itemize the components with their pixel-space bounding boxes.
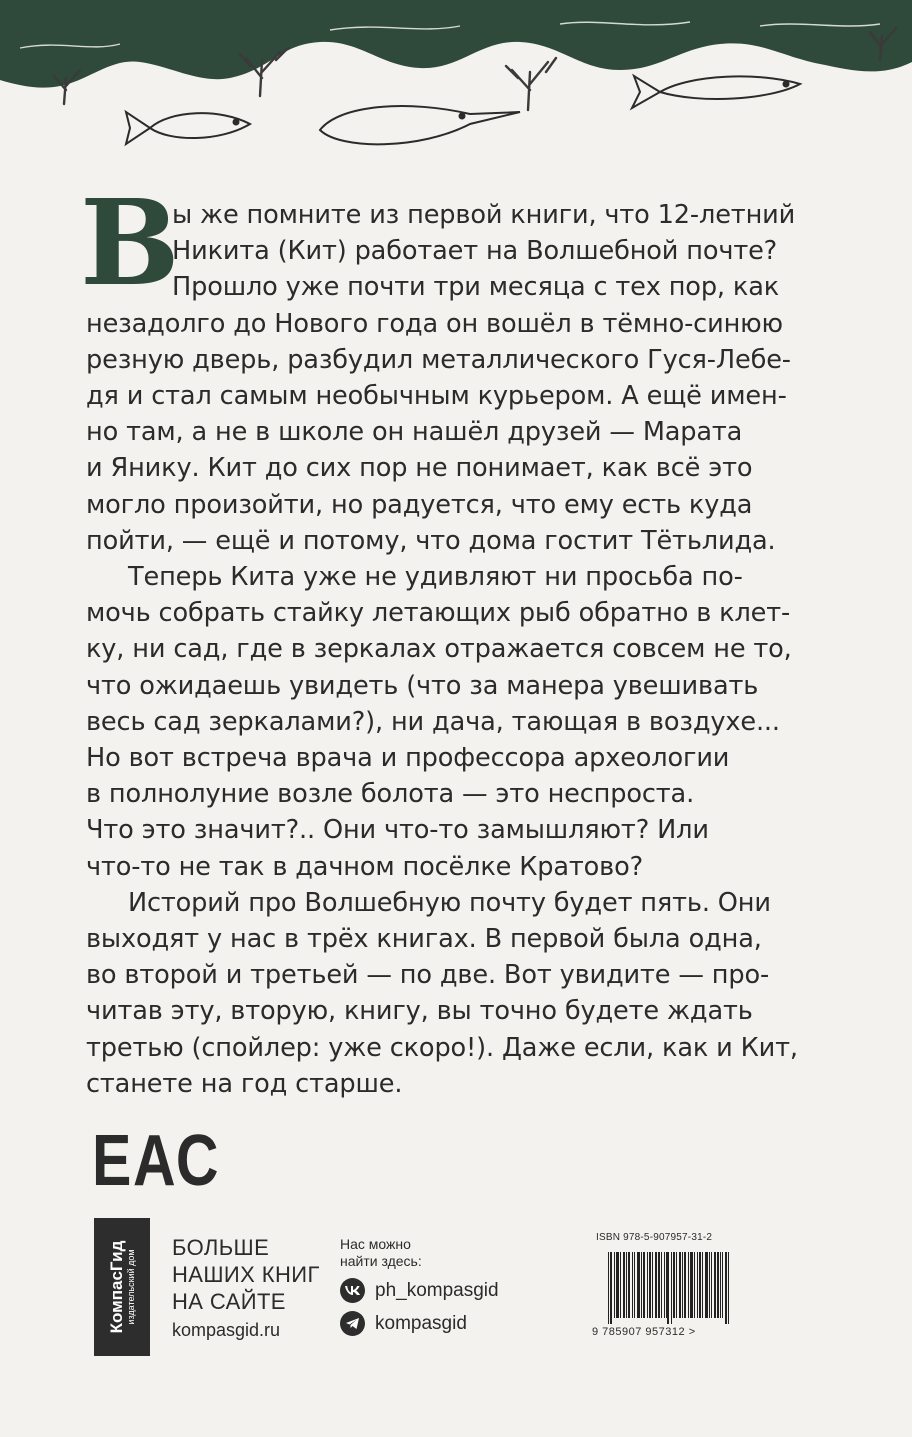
- blurb-line: станете на год старше.: [86, 1068, 403, 1099]
- barcode-bar: [726, 1252, 727, 1324]
- barcode-bar: [714, 1252, 715, 1318]
- barcode-bar: [707, 1252, 708, 1318]
- website-link[interactable]: kompasgid.ru: [172, 1320, 281, 1340]
- blurb-line: Историй про Волшебную почту будет пять. Они: [128, 887, 771, 918]
- barcode-digits: 9 785907 957312 >: [592, 1326, 696, 1338]
- blurb-line: дя и стал самым необычным курьером. А ещё имен-: [86, 381, 787, 412]
- barcode-bar: [638, 1252, 639, 1318]
- blurb-line: и Янику. Кит до сих пор не понимает, как всё это: [86, 453, 753, 484]
- barcode-bar: [641, 1252, 642, 1318]
- blurb-line: могло произойти, но радуется, что ему есть куда: [86, 489, 753, 520]
- barcode-bar: [691, 1252, 692, 1318]
- social-note: найти здесь:: [340, 1253, 422, 1269]
- barcode-bar: [632, 1252, 633, 1318]
- barcode-bar: [639, 1252, 640, 1318]
- blurb-line: но там, а не в школе он нашёл друзей — Марата: [86, 417, 743, 448]
- barcode-bar: [628, 1252, 629, 1318]
- telegram-icon: [340, 1311, 365, 1336]
- barcode-bar: [643, 1252, 644, 1318]
- barcode-bar: [697, 1252, 698, 1318]
- barcode-bar: [673, 1252, 674, 1318]
- barcode-bar: [720, 1252, 721, 1318]
- barcode-bar: [722, 1252, 723, 1318]
- barcode-bar: [715, 1252, 716, 1318]
- barcode-bar: [617, 1252, 618, 1318]
- blurb-line: мочь собрать стайку летающих рыб обратно в клет-: [86, 598, 791, 629]
- publisher-name: КомпасГид: [107, 1240, 126, 1334]
- barcode-bar: [668, 1252, 669, 1324]
- barcode-bar: [620, 1252, 621, 1318]
- blurb-text: [80, 173, 826, 1102]
- vk-handle: ph_kompasgid: [375, 1279, 499, 1301]
- barcode-bar: [699, 1252, 700, 1318]
- barcode-bar: [629, 1252, 630, 1318]
- barcode-bar: [692, 1252, 693, 1318]
- barcode-bar: [626, 1252, 627, 1318]
- barcode-bar: [685, 1252, 686, 1318]
- header-illustration: [0, 0, 912, 170]
- barcode-bar: [650, 1252, 651, 1318]
- blurb-paragraph-2: [86, 559, 826, 885]
- barcode-bar: [667, 1252, 668, 1324]
- barcode-bar: [634, 1252, 635, 1318]
- barcode-bar: [623, 1252, 624, 1318]
- blurb-line: в полнолуние возле болота — это неспроста.: [86, 779, 695, 810]
- barcode-bar: [659, 1252, 660, 1318]
- promo-block: [172, 1234, 320, 1342]
- barcode-bar: [610, 1252, 611, 1324]
- barcode-bar: [661, 1252, 662, 1318]
- blurb-line: Никита (Кит) работает на Волшебной почте?: [172, 236, 778, 267]
- barcode-bar: [624, 1252, 625, 1318]
- barcode-bar: [616, 1252, 617, 1318]
- barcode-bar: [671, 1252, 672, 1324]
- publisher-subtitle: издательский дом: [126, 1249, 136, 1325]
- barcode-bar: [718, 1252, 719, 1318]
- barcode-bar: [717, 1252, 718, 1318]
- barcode-bar: [608, 1252, 609, 1324]
- barcode-bar: [690, 1252, 691, 1318]
- promo-line: НАШИХ КНИГ: [172, 1262, 320, 1287]
- blurb-line: что-то не так в дачном посёлке Кратово?: [86, 851, 644, 882]
- social-block: [340, 1236, 499, 1336]
- barcode-bar: [705, 1252, 706, 1318]
- blurb-line: Что это значит?.. Они что-то замышляют? Или: [86, 815, 709, 846]
- barcode-bar: [618, 1252, 619, 1318]
- barcode-bar: [680, 1252, 681, 1318]
- barcode: [608, 1252, 734, 1324]
- vk-link[interactable]: [340, 1278, 499, 1303]
- eac-mark: ЕАС: [92, 1121, 221, 1201]
- barcode-bar: [649, 1252, 650, 1318]
- barcode-bar: [637, 1252, 638, 1318]
- telegram-link[interactable]: [340, 1311, 499, 1336]
- blurb-line: ы же помните из первой книги, что 12-летний: [172, 200, 796, 230]
- blurb-line: резную дверь, разбудил металлического Гуся-Лебе-: [86, 344, 791, 375]
- barcode-bar: [684, 1252, 685, 1318]
- blurb-line: Но вот встреча врача и профессора археологии: [86, 743, 730, 774]
- barcode-bar: [682, 1252, 683, 1318]
- telegram-handle: kompasgid: [375, 1312, 467, 1334]
- drop-cap: В: [80, 173, 180, 312]
- barcode-bar: [694, 1252, 695, 1318]
- barcode-bar: [700, 1252, 701, 1318]
- barcode-bar: [664, 1252, 665, 1318]
- barcode-bar: [647, 1252, 648, 1318]
- barcode-bar: [679, 1252, 680, 1318]
- blurb-line: пойти, — ещё и потому, что дома гостит Тётьлида.: [86, 525, 776, 556]
- blurb-line: незадолго до Нового года он вошёл в тёмно-синюю: [86, 308, 783, 339]
- blurb-line: третью (спойлер: уже скоро!). Даже если, как и Кит,: [86, 1032, 798, 1063]
- blurb-line: читав эту, вторую, книгу, вы точно будете ждать: [86, 996, 753, 1027]
- barcode-bar: [674, 1252, 675, 1318]
- barcode-bar: [728, 1252, 729, 1324]
- blurb-line: весь сад зеркалами?), ни дача, тающая в воздухе...: [86, 706, 780, 737]
- barcode-bar: [702, 1252, 703, 1318]
- barcode-bar: [644, 1252, 645, 1318]
- blurb-line: что ожидаешь увидеть (что за манера увешивать: [86, 670, 759, 701]
- barcode-bar: [666, 1252, 667, 1318]
- barcode-bar: [658, 1252, 659, 1318]
- blurb-paragraph-1: [86, 197, 826, 559]
- social-note: Нас можно: [340, 1236, 411, 1252]
- isbn-label: ISBN 978-5-907957-31-2: [596, 1232, 713, 1243]
- barcode-bar: [711, 1252, 712, 1318]
- barcode-bar: [676, 1252, 677, 1318]
- publisher-logo: [94, 1218, 150, 1356]
- barcode-bar: [655, 1252, 656, 1318]
- barcode-bar: [656, 1252, 657, 1318]
- blurb-line: ку, ни сад, где в зеркалах отражается совсем не то,: [86, 634, 792, 665]
- blurb-line: Теперь Кита уже не удивляют ни просьба по-: [128, 562, 743, 593]
- promo-line: БОЛЬШЕ: [172, 1235, 270, 1260]
- barcode-bar: [614, 1252, 615, 1318]
- vk-icon: [340, 1278, 365, 1303]
- barcode-bar: [706, 1252, 707, 1318]
- barcode-bar: [709, 1252, 710, 1318]
- blurb-line: Прошло уже почти три месяца с тех пор, как: [172, 272, 780, 303]
- barcode-bar: [652, 1252, 653, 1318]
- blurb-line: во второй и третьей — по две. Вот увидите — про-: [86, 960, 770, 991]
- barcode-bar: [725, 1252, 726, 1324]
- blurb-line: выходят у нас в трёх книгах. В первой была одна,: [86, 924, 762, 955]
- blurb-paragraph-3: [86, 885, 826, 1102]
- promo-line: НА САЙТЕ: [172, 1289, 286, 1314]
- barcode-bar: [688, 1252, 689, 1318]
- barcode-bar: [611, 1252, 612, 1324]
